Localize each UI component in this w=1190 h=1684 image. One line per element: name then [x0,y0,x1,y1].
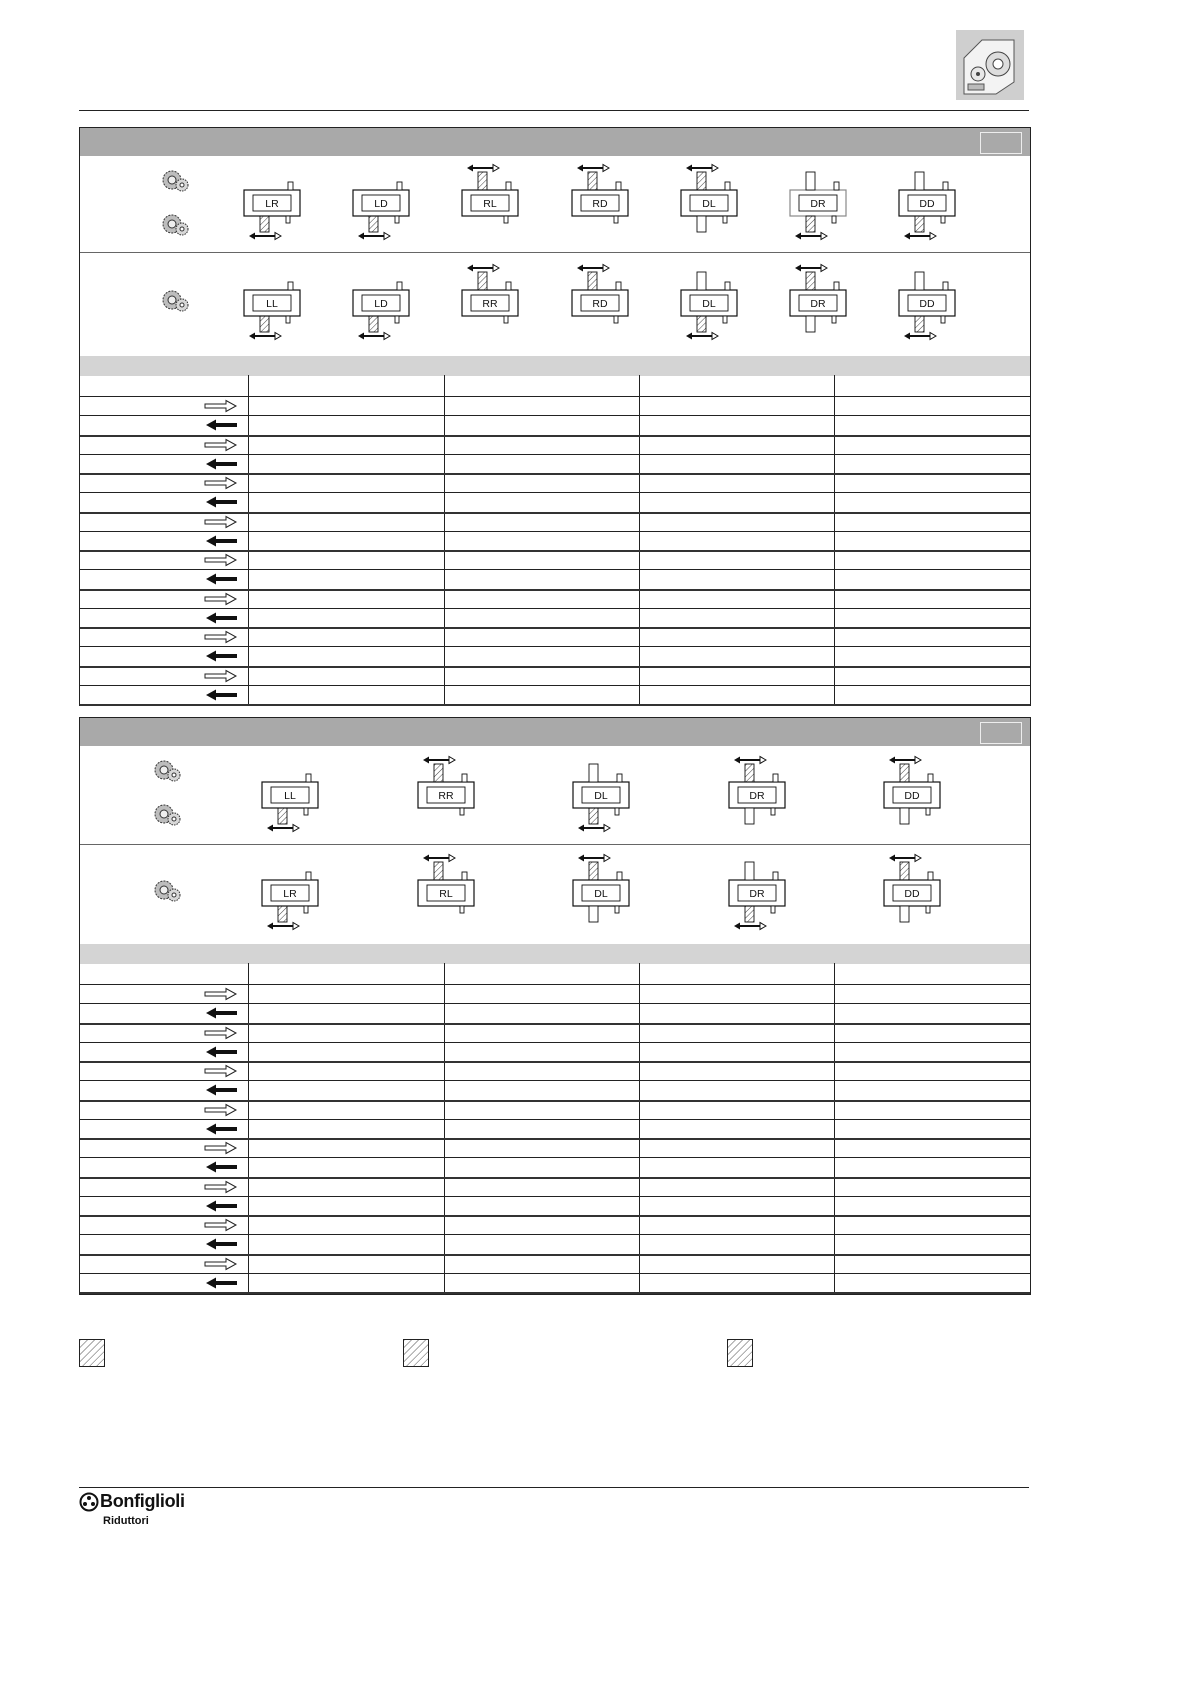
a-row2-config-1-ld [353,282,409,332]
a-row1-config-6-dd [899,172,955,232]
table-a-row-line [80,569,1030,570]
solid-arrow-left-icon [204,1045,238,1059]
table-a-row-line [80,550,1030,552]
table-a-row-line [80,685,1030,686]
solid-arrow-left-icon [204,1006,238,1020]
b-row1-config-0-arrow [267,825,299,832]
table-b-col-line [834,963,835,1294]
table-a-tag [980,132,1022,154]
hollow-arrow-right-icon [204,987,238,1001]
table-a-row-line [80,396,1030,397]
table-b-row-line [80,1100,1030,1102]
table-b [79,717,1031,1295]
solid-arrow-left-icon [204,572,238,586]
legend-swatch-1 [79,1339,105,1367]
hollow-arrow-right-icon [204,592,238,606]
hollow-arrow-right-icon [204,1180,238,1194]
svg-text:RD: RD [592,298,608,310]
a-row2-config-4-dl [681,272,737,332]
a-row2-config-5-dr [790,272,846,332]
table-a-row-line [80,589,1030,591]
hollow-arrow-right-icon [204,399,238,413]
a-row2-config-6-dd [899,272,955,332]
a-row2-config-0-ll [244,282,300,332]
gear-pair-icon [163,215,188,235]
a-row1-config-4-arrow [686,165,718,172]
svg-text:DD: DD [904,790,920,802]
table-b-row-line [80,1254,1030,1256]
header-rule [79,110,1029,111]
solid-arrow-left-icon [204,1122,238,1136]
svg-text:DL: DL [594,888,608,900]
table-b-row-line [80,984,1030,985]
hollow-arrow-right-icon [204,1141,238,1155]
table-a-col-line [248,375,249,705]
gear-pair-icon [163,171,188,191]
table-a-header [80,128,1030,156]
a-row2-config-2-rr [462,272,518,323]
table-b-row-line [80,1157,1030,1158]
table-a-col-line [834,375,835,705]
solid-arrow-left-icon [204,495,238,509]
a-row1-config-1-arrow [358,233,390,240]
table-a-col-line [639,375,640,705]
table-a-row-line [80,454,1030,455]
b-row1-config-2-dl [573,764,629,824]
table-b-col-line [248,963,249,1294]
table-a-row-line [80,608,1030,609]
svg-text:LR: LR [265,198,279,210]
table-b-row-line [80,1119,1030,1120]
svg-text:LD: LD [374,198,388,210]
hollow-arrow-right-icon [204,438,238,452]
a-row2-config-0-arrow [249,333,281,340]
solid-arrow-left-icon [204,418,238,432]
table-b-row-line [80,1196,1030,1197]
svg-text:RR: RR [482,298,498,310]
b-row2-config-0-lr [262,872,318,922]
svg-text:DD: DD [904,888,920,900]
svg-text:LL: LL [284,790,296,802]
solid-arrow-left-icon [204,649,238,663]
svg-text:DR: DR [749,790,765,802]
a-row2-config-5-arrow [795,265,827,272]
gearbox-thumbnail [956,30,1024,100]
table-b-row-line [80,1003,1030,1004]
bonfiglioli-logo-icon [79,1492,99,1512]
a-row1-config-6-arrow [904,233,936,240]
table-a-col-line [444,375,445,705]
hollow-arrow-right-icon [204,553,238,567]
gearbox-icon [956,30,1024,100]
svg-text:DR: DR [810,198,826,210]
solid-arrow-left-icon [204,1237,238,1251]
hollow-arrow-right-icon [204,1257,238,1271]
svg-text:RL: RL [439,888,453,900]
table-b-row-line [80,1080,1030,1081]
b-row1-config-2-arrow [578,825,610,832]
table-a-diagrams [80,156,1030,356]
b-row2-config-4-arrow [889,855,921,862]
table-b-row-line [80,1292,1030,1294]
hollow-arrow-right-icon [204,1064,238,1078]
a-row2-config-1-arrow [358,333,390,340]
svg-text:LL: LL [266,298,278,310]
b-row2-config-2-dl [573,862,629,922]
b-row2-config-3-dr [729,862,785,922]
table-b-col-line [444,963,445,1294]
a-row2-config-4-arrow [686,333,718,340]
hollow-arrow-right-icon [204,630,238,644]
a-row2-config-3-arrow [577,265,609,272]
table-a-row-line [80,646,1030,647]
table-a-band [80,356,1030,376]
table-a-row-line [80,415,1030,416]
gear-pair-icon [163,291,188,311]
table-b-row-line [80,1215,1030,1217]
solid-arrow-left-icon [204,1276,238,1290]
svg-text:DR: DR [749,888,765,900]
svg-text:DL: DL [594,790,608,802]
brand-name: Bonfiglioli [100,1491,185,1511]
table-a [79,127,1031,706]
table-b-row-line [80,1061,1030,1063]
a-row2-config-2-arrow [467,265,499,272]
b-row1-config-1-rr [418,764,474,815]
table-a-row-line [80,531,1030,532]
legend-swatch-2 [403,1339,429,1367]
solid-arrow-left-icon [204,534,238,548]
b-row1-config-4-dd [884,764,940,824]
a-row1-config-5-dr [790,172,846,232]
gear-pair-icon [155,881,180,901]
brand-sub: Riduttori [103,1515,149,1527]
a-row1-config-2-arrow [467,165,499,172]
a-row1-config-4-dl [681,172,737,232]
table-b-row-line [80,1138,1030,1140]
svg-text:DD: DD [919,198,935,210]
table-a-row-line [80,512,1030,514]
b-row2-config-3-arrow [734,923,766,930]
b-row1-config-1-arrow [423,757,455,764]
a-row1-config-2-rl [462,172,518,223]
a-row1-config-3-arrow [577,165,609,172]
svg-text:DR: DR [810,298,826,310]
table-b-col-line [639,963,640,1294]
table-b-row-line [80,1177,1030,1179]
gear-pair-icon [155,805,180,825]
solid-arrow-left-icon [204,688,238,702]
table-b-tag [980,722,1022,744]
a-row1-config-1-ld [353,182,409,232]
b-row2-config-4-dd [884,862,940,922]
a-row2-config-3-rd [572,272,628,323]
table-a-row-line [80,704,1030,706]
table-a-row-line [80,666,1030,668]
solid-arrow-left-icon [204,1160,238,1174]
table-a-row-line [80,627,1030,629]
b-row1-config-3-dr [729,764,785,824]
b-row1-config-3-arrow [734,757,766,764]
a-row1-config-3-rd [572,172,628,223]
solid-arrow-left-icon [204,1199,238,1213]
hollow-arrow-right-icon [204,1103,238,1117]
svg-text:DD: DD [919,298,935,310]
solid-arrow-left-icon [204,1083,238,1097]
svg-text:RR: RR [438,790,454,802]
table-b-row-line [80,1234,1030,1235]
a-row1-config-0-lr [244,182,300,232]
svg-text:RD: RD [592,198,608,210]
b-row2-config-2-arrow [578,855,610,862]
b-row1-config-0-ll [262,774,318,824]
svg-text:LR: LR [283,888,297,900]
svg-text:LD: LD [374,298,388,310]
a-row1-config-0-arrow [249,233,281,240]
table-b-band [80,944,1030,964]
table-a-row-line [80,473,1030,475]
table-a-row-line [80,492,1030,493]
table-b-row-line [80,1042,1030,1043]
b-row2-config-1-rl [418,862,474,913]
a-row1-config-5-arrow [795,233,827,240]
svg-text:DL: DL [702,198,716,210]
gear-pair-icon [155,761,180,781]
hollow-arrow-right-icon [204,1026,238,1040]
legend-swatch-3 [727,1339,753,1367]
table-b-header [80,718,1030,746]
solid-arrow-left-icon [204,457,238,471]
svg-text:RL: RL [483,198,497,210]
b-row2-config-1-arrow [423,855,455,862]
table-b-row-line [80,1023,1030,1025]
hollow-arrow-right-icon [204,669,238,683]
hollow-arrow-right-icon [204,515,238,529]
b-row2-config-0-arrow [267,923,299,930]
table-a-row-line [80,435,1030,437]
a-row2-config-6-arrow [904,333,936,340]
b-row1-config-4-arrow [889,757,921,764]
hollow-arrow-right-icon [204,1218,238,1232]
table-b-diagrams [80,746,1030,944]
solid-arrow-left-icon [204,611,238,625]
svg-text:DL: DL [702,298,716,310]
hollow-arrow-right-icon [204,476,238,490]
table-b-row-line [80,1273,1030,1274]
footer-rule [79,1487,1029,1488]
